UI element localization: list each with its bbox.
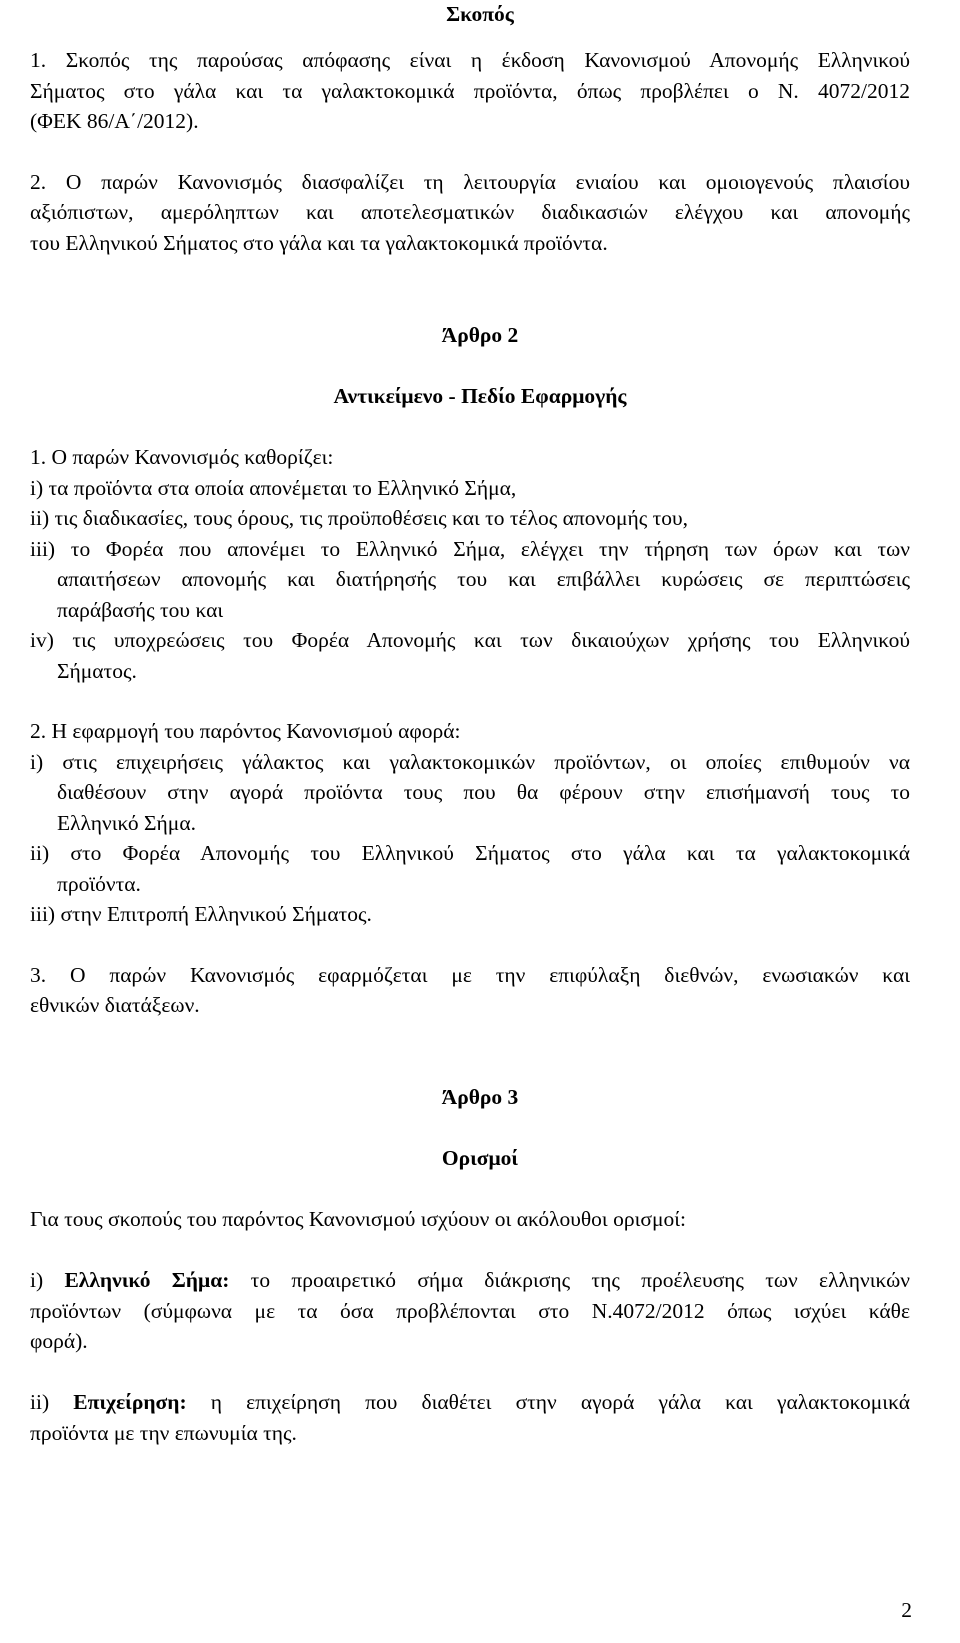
paragraph-line: Για τους σκοπούς του παρόντος Κανονισμού ισχύουν οι ακόλουθοι ορισμοί: <box>30 1207 686 1231</box>
paragraph-line: 1. Ο παρών Κανονισμός καθορίζει: <box>30 445 334 469</box>
list-item: ii) τις διαδικασίες, τους όρους, τις προϋποθέσεις και το τέλος απονομής του, <box>30 506 689 530</box>
list-item-continuation: παράβασής του και <box>57 598 224 622</box>
definition-term: Ελληνικό Σήμα: <box>64 1268 230 1292</box>
paragraph-line: 3. Ο παρών Κανονισμός εφαρμόζεται με την επιφύλαξη διεθνών, ενωσιακών και <box>30 963 910 987</box>
paragraph-line: 2. Η εφαρμογή του παρόντος Κανονισμού αφορά: <box>30 719 461 743</box>
definition-continuation: προϊόντα με την επωνυμία της. <box>30 1421 297 1445</box>
article-2-subtitle: Αντικείμενο - Πεδίο Εφαρμογής <box>333 384 627 408</box>
definition-continuation: προϊόντων (σύμφωνα με τα όσα προβλέπονται στο Ν.4072/2012 όπως ισχύει κάθε <box>30 1299 910 1323</box>
paragraph-line: 2. Ο παρών Κανονισμός διασφαλίζει τη λειτουργία ενιαίου και ομοιογενούς πλαισίου <box>30 170 910 194</box>
definition-term: Επιχείρηση: <box>73 1390 187 1414</box>
definition-prefix: ii) <box>30 1390 74 1414</box>
paragraph-line: του Ελληνικού Σήματος στο γάλα και τα γαλακτοκομικά προϊόντα. <box>30 231 608 255</box>
page-number: 2 <box>901 1598 912 1622</box>
list-item-continuation: Ελληνικό Σήμα. <box>57 811 196 835</box>
list-item-continuation: προϊόντα. <box>57 872 141 896</box>
list-item: iii) το Φορέα που απονέμει το Ελληνικό Σήμα, ελέγχει την τήρηση των όρων και των <box>30 537 910 561</box>
list-item-continuation: απαιτήσεων απονομής και διατήρησής του και επιβάλλει κυρώσεις σε περιπτώσεις <box>57 567 910 591</box>
paragraph-line: εθνικών διατάξεων. <box>30 993 200 1017</box>
list-item: i) τα προϊόντα στα οποία απονέμεται το Ελληνικό Σήμα, <box>30 476 517 500</box>
definition-text: η επιχείρηση που διαθέτει στην αγορά γάλα και γαλακτοκομικά <box>186 1390 910 1414</box>
list-item-continuation: διαθέσουν στην αγορά προϊόντα τους που θα φέρουν στην επισήμανσή τους το <box>57 780 910 804</box>
list-item-continuation: Σήματος. <box>57 659 137 683</box>
paragraph-line: (ΦΕΚ 86/Α΄/2012). <box>30 109 199 133</box>
list-item: iii) στην Επιτροπή Ελληνικού Σήματος. <box>30 902 372 926</box>
article-3-subtitle: Ορισμοί <box>441 1146 519 1170</box>
paragraph-line: Σήματος στο γάλα και τα γαλακτοκομικά προϊόντα, όπως προβλέπει ο Ν. 4072/2012 <box>30 79 910 103</box>
definition-item <box>30 1265 910 1295</box>
definition-continuation: φορά). <box>30 1329 88 1353</box>
article-3-title: Άρθρο 3 <box>441 1085 519 1109</box>
heading-skopos: Σκοπός <box>446 2 514 26</box>
list-item: ii) στο Φορέα Απονομής του Ελληνικού Σήματος στο γάλα και τα γαλακτοκομικά <box>30 841 910 865</box>
list-item: i) στις επιχειρήσεις γάλακτος και γαλακτοκομικών προϊόντων, οι οποίες επιθυμούν να <box>30 750 910 774</box>
definition-item <box>30 1387 910 1417</box>
definition-prefix: i) <box>30 1268 65 1292</box>
article-2-title: Άρθρο 2 <box>441 323 519 347</box>
list-item: iv) τις υποχρεώσεις του Φορέα Απονομής και των δικαιούχων χρήσης του Ελληνικού <box>30 628 910 652</box>
paragraph-line: 1. Σκοπός της παρούσας απόφασης είναι η έκδοση Κανονισμού Απονομής Ελληνικού <box>30 48 910 72</box>
paragraph-line: αξιόπιστων, αμερόληπτων και αποτελεσματικών διαδικασιών ελέγχου και απονομής <box>30 200 910 224</box>
definition-text: το προαιρετικό σήμα διάκρισης της προέλευσης των ελληνικών <box>229 1268 910 1292</box>
